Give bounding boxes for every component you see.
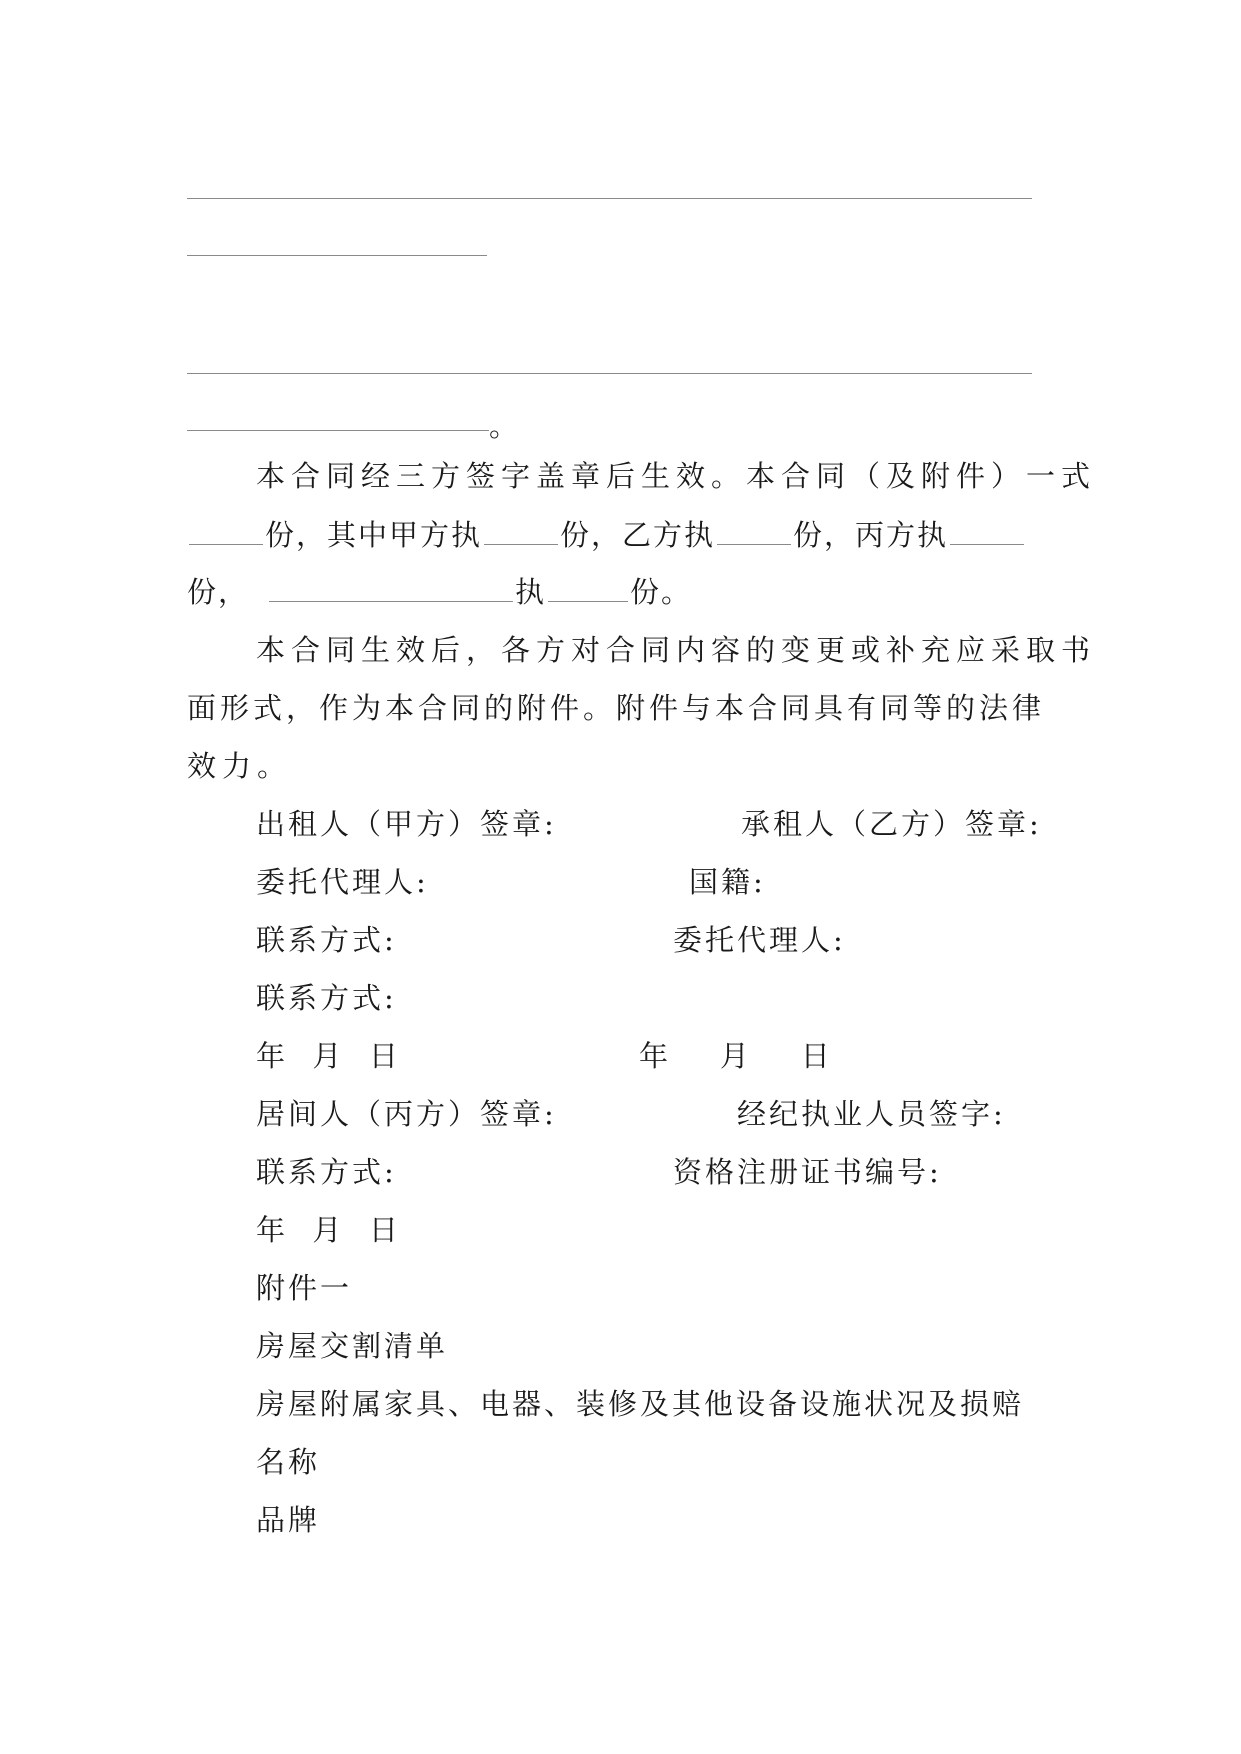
broker-signature-label: 居间人（丙方）签章: [256, 1097, 557, 1131]
copies-total-blank [189, 514, 263, 545]
column-name-label: 名称 [256, 1445, 321, 1479]
change-paragraph-line2: 面形式，作为本合同的附件。附件与本合同具有同等的法律 [187, 691, 1046, 725]
copies-party-b-blank [717, 514, 791, 545]
effect-paragraph-line1: 本合同经三方签字盖章后生效。本合同（及附件）一式 [256, 459, 1097, 493]
blank-line [187, 255, 487, 256]
lessor-agent-label: 委托代理人: [256, 865, 429, 899]
lessor-contact-label: 联系方式: [256, 923, 397, 957]
blank-line [187, 430, 489, 431]
copies-text-3: 份，丙方执 [793, 518, 949, 552]
copies-text-1: 份，其中甲方执 [265, 518, 483, 552]
lessee-contact-label: 联系方式: [256, 981, 397, 1015]
column-brand-label: 品牌 [256, 1503, 321, 1537]
lessor-signature-label: 出租人（甲方）签章: [256, 807, 557, 841]
change-paragraph-line1: 本合同生效后，各方对合同内容的变更或补充应采取书 [256, 633, 1097, 667]
appendix-title: 附件一 [256, 1271, 353, 1305]
copies-other-count-blank [548, 571, 628, 602]
lessee-signature-label: 承租人（乙方）签章: [741, 807, 1042, 841]
blank-line [187, 373, 1032, 374]
copies-text-4: 份， [187, 575, 250, 609]
copies-party-a-blank [484, 514, 558, 545]
change-paragraph-line3: 效力。 [187, 749, 293, 783]
date-broker: 年 月 日 [256, 1213, 401, 1247]
nationality-label: 国籍: [689, 865, 766, 899]
cert-number-label: 资格注册证书编号: [673, 1155, 942, 1189]
broker-contact-label: 联系方式: [256, 1155, 397, 1189]
copies-other-party-blank [269, 571, 513, 602]
copies-text-5: 执 [515, 575, 547, 609]
handover-list-title: 房屋交割清单 [256, 1329, 449, 1363]
blank-line-end-mark: 。 [489, 409, 522, 443]
date-left: 年 月 日 [256, 1039, 401, 1073]
lessee-agent-label: 委托代理人: [673, 923, 846, 957]
copies-text-6: 份。 [630, 575, 693, 609]
copies-line-2 [187, 571, 692, 612]
agent-signature-label: 经纪执业人员签字: [737, 1097, 1006, 1131]
blank-line [187, 198, 1032, 199]
copies-party-c-blank [950, 514, 1024, 545]
appendix-description: 房屋附属家具、电器、装修及其他设备设施状况及损赔 [256, 1387, 1025, 1421]
copies-text-2: 份，乙方执 [560, 518, 716, 552]
date-right: 年 月 日 [639, 1039, 833, 1073]
copies-line [187, 514, 1026, 555]
